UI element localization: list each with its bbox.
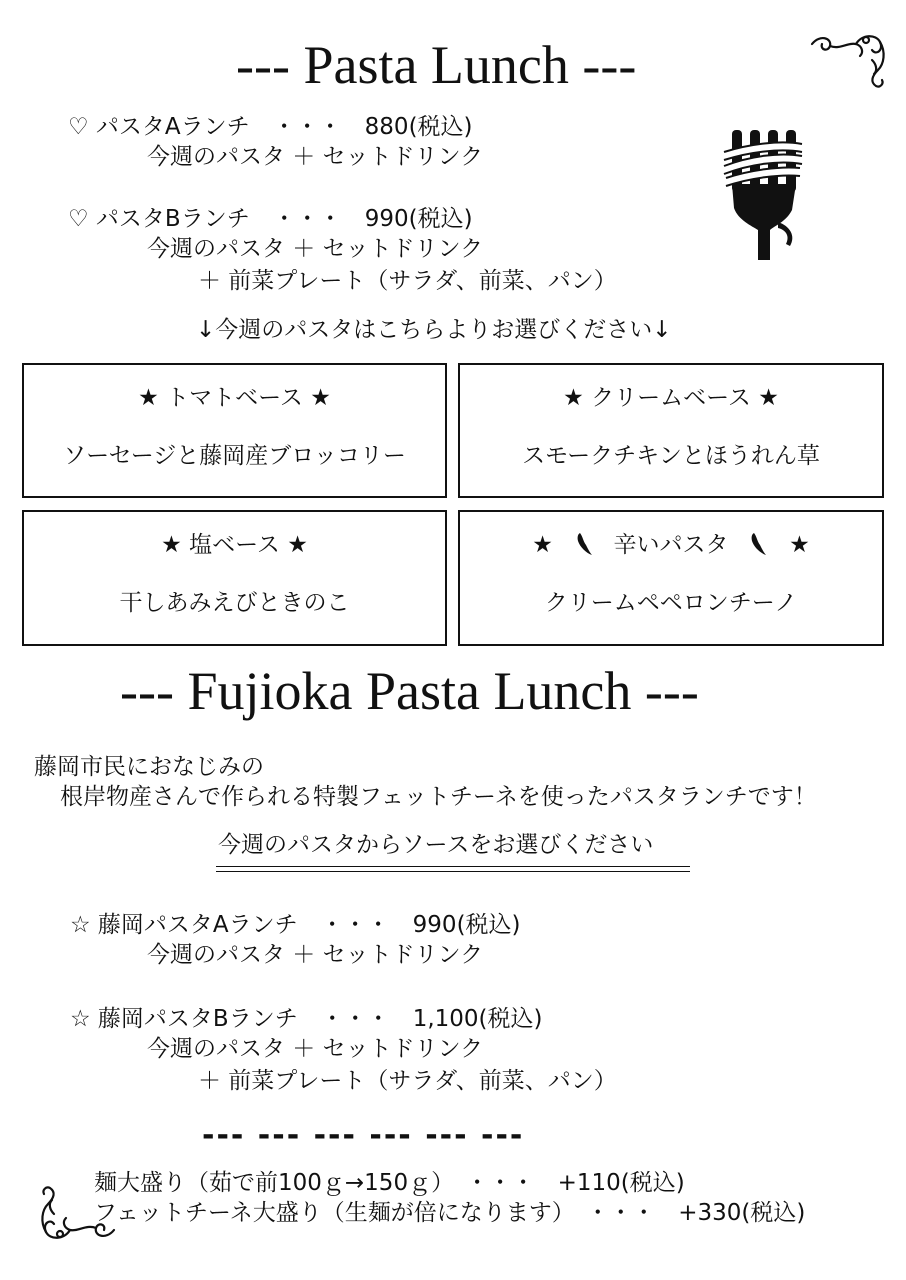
fujioka-pasta-b-detail: 今週のパスタ ＋ セットドリンク [147,1036,484,1062]
choose-sauce-note: 今週のパスタからソースをお選びください [218,832,654,858]
intro-line-2: 根岸物産さんで作られる特製フェットチーネを使ったパスタランチです！ [60,784,817,810]
choose-pasta-note: ↓今週のパスタはこちらよりお選びください↓ [196,317,672,343]
fujioka-pasta-lunch-title: --- Fujioka Pasta Lunch --- [120,661,699,721]
option-dish: ソーセージと藤岡産ブロッコリー [63,443,406,469]
corner-ornament-icon [30,1180,120,1244]
star-left: ★ [532,532,553,558]
pasta-b-lunch-detail: 今週のパスタ ＋ セットドリンク [147,236,484,262]
pasta-b-lunch-item: ♡ パスタBランチ ・・・ 990(税込) [68,206,473,232]
extra-fettuccine-large: フェットチーネ大盛り（生麺が倍になります） ・・・ +330(税込) [94,1200,806,1226]
fork-pasta-icon [720,126,806,262]
chili-pepper-icon [574,531,594,557]
pasta-b-lunch-detail-2: ＋ 前菜プレート（サラダ、前菜、パン） [198,268,617,294]
fujioka-pasta-b-item: ☆ 藤岡パスタBランチ ・・・ 1,100(税込) [70,1006,543,1032]
spicy-pasta-label: 辛いパスタ [613,532,729,558]
extra-noodle-large: 麺大盛り（茹で前100ｇ→150ｇ） ・・・ +110(税込) [94,1170,685,1196]
pasta-a-lunch-detail: 今週のパスタ ＋ セットドリンク [147,144,484,170]
option-box-cream [458,363,884,498]
option-head [460,526,882,559]
underline [216,866,690,867]
option-box-tomato [22,363,447,498]
separator-dashes: --- --- --- --- --- --- [202,1118,525,1153]
option-box-salt [22,510,447,646]
option-dish: スモークチキンとほうれん草 [522,443,820,469]
option-head: ★ 塩ベース ★ [161,532,308,558]
fujioka-pasta-a-detail: 今週のパスタ ＋ セットドリンク [147,942,484,968]
pasta-lunch-title: --- Pasta Lunch --- [236,35,637,95]
option-head: ★ トマトベース ★ [138,385,331,411]
corner-ornament-icon [806,30,892,94]
option-head: ★ クリームベース ★ [563,385,779,411]
pasta-a-lunch-item: ♡ パスタAランチ ・・・ 880(税込) [68,114,473,140]
option-box-spicy [458,510,884,646]
fujioka-pasta-a-item: ☆ 藤岡パスタAランチ ・・・ 990(税込) [70,912,521,938]
option-dish: クリームペペロンチーノ [544,590,798,616]
intro-line-1: 藤岡市民におなじみの [34,754,264,780]
star-right: ★ [789,532,810,558]
underline-2 [216,871,690,872]
chili-pepper-icon [748,531,768,557]
option-dish: 干しあみえびときのこ [119,590,350,616]
fujioka-pasta-b-detail-2: ＋ 前菜プレート（サラダ、前菜、パン） [198,1068,617,1094]
